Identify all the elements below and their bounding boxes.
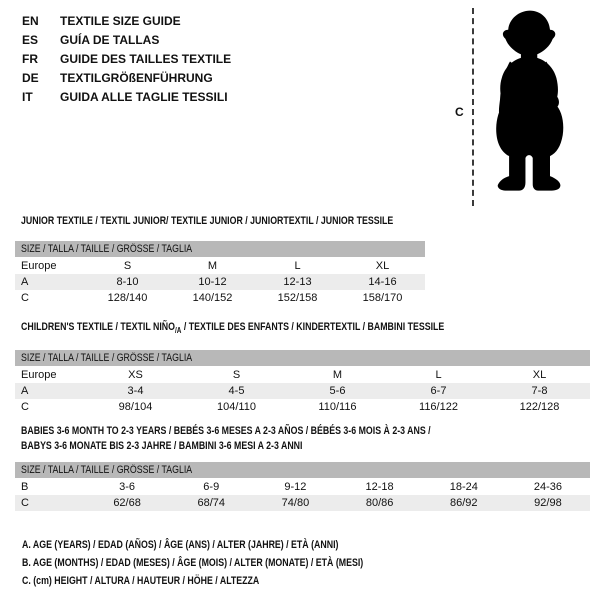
size-cell: 18-24 [449,481,478,493]
size-cell: 68/74 [197,497,226,509]
language-label: GUÍA DE TALLAS [60,33,160,47]
language-label: GUIDA ALLE TAGLIE TESSILI [60,90,228,104]
size-cell: 6-9 [203,481,220,493]
table-row [15,367,590,383]
table-row [15,290,425,306]
height-measure-label: C [455,105,464,119]
title-segment: /A [174,326,182,336]
size-cell: 24-36 [533,481,563,493]
table-title-line [21,439,590,454]
row-label: A [21,276,29,288]
junior-textile-section [15,214,425,306]
title-segment: BABYS 3-6 MONATE BIS 2-3 JAHRE / BAMBINI 3-6 MESI A 2-3 ANNI [21,440,303,452]
language-code: DE [22,71,39,85]
size-cell: 10-12 [198,276,227,288]
row-label: B [21,481,29,493]
size-header-text: SIZE / TALLA / TAILLE / GRÖSSE / TAGLIA [21,352,193,365]
size-cell: 86/92 [450,497,478,509]
size-cell: 14-16 [368,276,397,288]
size-cell: L [294,260,301,272]
babies-textile-section [15,424,590,511]
size-cell: 3-4 [127,385,144,398]
size-header-text: SIZE / TALLA / TAILLE / GRÖSSE / TAGLIA [21,243,193,255]
footnote-text: C. (cm) HEIGHT / ALTURA / HAUTEUR / HÖHE / ALTEZZA [22,575,260,587]
size-cell: 8-10 [116,276,139,288]
table-row [15,258,425,274]
language-code: ES [22,33,39,47]
language-list [22,12,231,107]
language-label: TEXTILE SIZE GUIDE [60,14,181,28]
size-cell: 152/158 [277,292,318,304]
size-cell: 62/68 [113,497,141,509]
size-header-text: SIZE / TALLA / TAILLE / GRÖSSE / TAGLIA [21,464,193,476]
table-row [15,479,590,495]
row-label: Europe [21,369,57,382]
table-title-text [21,439,302,454]
size-cell: S [123,260,132,272]
row-label: C [21,292,29,304]
table-row [15,274,425,290]
language-label: GUIDE DES TAILLES TEXTILE [60,52,232,66]
size-cell: 110/116 [318,401,357,414]
table-row [15,495,590,511]
footnote-text: B. AGE (MONTHS) / EDAD (MESES) / ÂGE (MOIS) / ALTER (MONATE) / ETÀ (MESI) [22,557,364,569]
language-code: FR [22,52,38,66]
language-code: EN [22,14,39,28]
size-cell: L [435,369,442,382]
size-cell: 6-7 [430,385,447,398]
size-table [15,479,590,511]
size-cell: 92/98 [534,497,562,509]
table-title-line [21,214,425,229]
junior-textile-title [21,214,425,229]
language-row [22,88,231,107]
table-title-text [21,320,444,338]
title-segment: JUNIOR TEXTILE / TEXTIL JUNIOR/ TEXTILE JUNIOR / JUNIORTEXTIL / JUNIOR TESSILE [21,215,394,227]
size-table [15,367,590,415]
footnote-text: A. AGE (YEARS) / EDAD (AÑOS) / ÂGE (ANS) / ALTER (JAHRE) / ETÀ (ANNI) [22,539,339,551]
title-segment: / TEXTILE DES ENFANTS / KINDERTEXTIL / BAMBINI TESSILE [181,321,445,333]
size-cell: S [232,369,241,382]
size-cell: 4-5 [228,385,245,398]
title-segment: BABIES 3-6 MONTH TO 2-3 YEARS / BEBÉS 3-6 MESES A 2-3 AÑOS / BÉBÉS 3-6 MOIS À 2-3 ANS / [21,425,431,437]
size-cell: 104/110 [217,401,256,414]
language-label: TEXTILGRÖßENFÜHRUNG [60,71,213,85]
size-cell: XS [128,369,143,382]
size-cell: 116/122 [419,401,458,414]
row-label: Europe [21,260,57,272]
size-table [15,258,425,306]
language-row [22,12,231,31]
table-row [15,383,590,399]
row-label: C [21,401,29,414]
language-code: IT [22,90,33,104]
childrens-textile-section [15,320,590,415]
size-header-band [15,350,590,366]
size-cell: 12-18 [365,481,394,493]
size-cell: XL [375,260,390,272]
language-row [22,50,231,69]
size-cell: 122/128 [519,401,560,414]
title-segment: CHILDREN'S TEXTILE / TEXTIL NIÑO [21,321,175,333]
size-header-band [15,241,425,257]
toddler-silhouette-icon [484,7,576,207]
height-measure-dashed-line [472,8,474,206]
size-cell: 12-13 [283,276,312,288]
size-cell: 74/80 [281,497,310,509]
row-label: C [21,497,29,509]
footnotes [22,536,449,590]
size-cell: M [332,369,343,382]
language-row [22,31,231,50]
size-cell: 3-6 [119,481,136,493]
size-cell: M [207,260,218,272]
table-row [15,399,590,415]
table-title-text [21,424,431,439]
language-row [22,69,231,88]
footnote-line [22,554,449,572]
size-cell: 140/152 [192,292,233,304]
size-cell: XL [532,369,547,382]
size-cell: 158/170 [362,292,403,304]
size-cell: 98/104 [118,401,153,414]
size-cell: 5-6 [329,385,346,398]
childrens-textile-title [21,320,590,338]
table-title-line [21,320,590,338]
table-title-line [21,424,590,439]
size-header-band [15,462,590,478]
footnote-line [22,536,449,554]
footnote-line [22,572,449,590]
size-cell: 80/86 [365,497,394,509]
table-title-text [21,214,393,229]
size-cell: 9-12 [284,481,307,493]
babies-textile-title [21,424,590,454]
row-label: A [21,385,29,398]
size-cell: 128/140 [107,292,148,304]
size-cell: 7-8 [531,385,548,398]
